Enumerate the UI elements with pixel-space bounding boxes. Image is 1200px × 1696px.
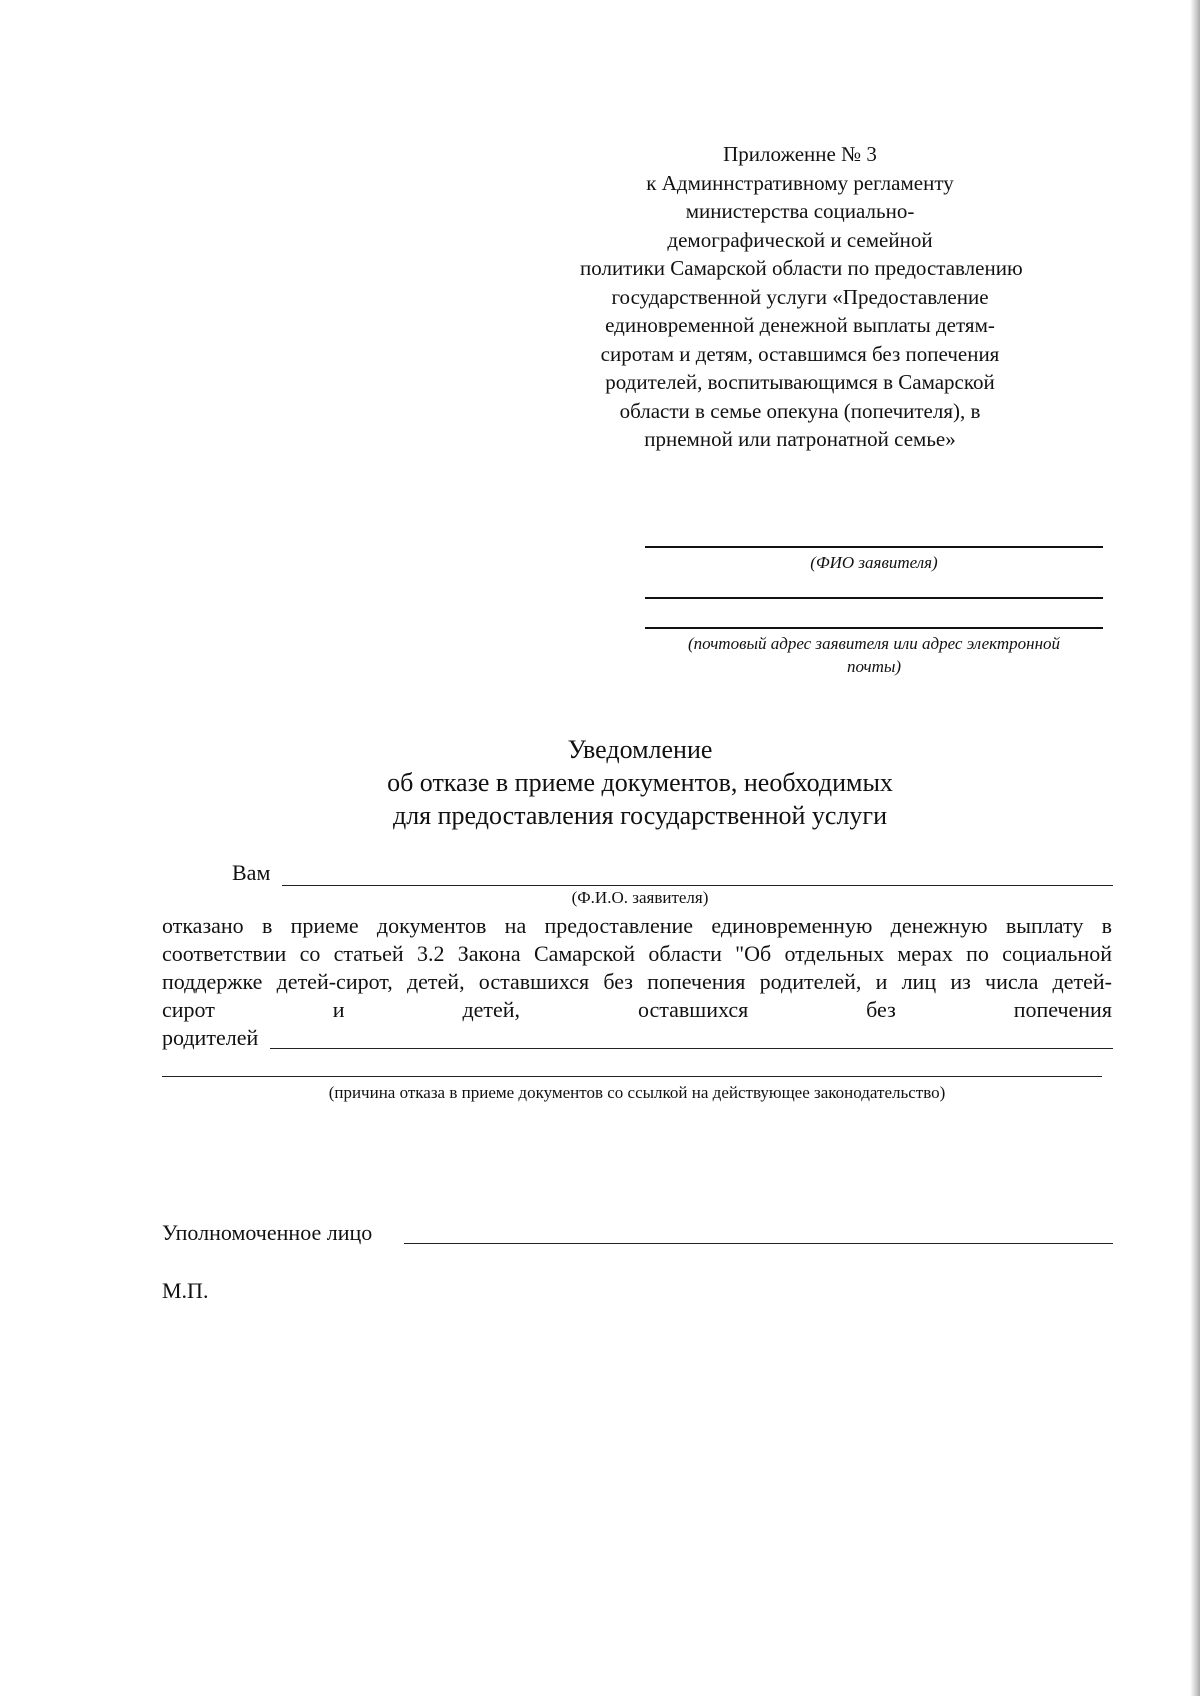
- recipient-name-line[interactable]: [282, 885, 1113, 886]
- applicant-address-caption-2: почты): [846, 657, 902, 676]
- authorized-person-line[interactable]: [404, 1243, 1113, 1244]
- appendix-line: к Админнстративному регламенту: [646, 170, 954, 195]
- appendix-line: родителей, воспитывающимся в Самарской: [605, 370, 995, 394]
- appendix-line: сиротам и детям, оставшимся без попечения: [600, 341, 1000, 366]
- applicant-name-line[interactable]: [645, 546, 1103, 548]
- authorized-person-label: Уполномоченное лицо: [162, 1220, 373, 1245]
- appendix-header: [580, 140, 1023, 454]
- notice-title: [280, 733, 1000, 832]
- applicant-address-line-1[interactable]: [645, 597, 1103, 599]
- applicant-address-line-2[interactable]: [645, 627, 1103, 629]
- appendix-line: политики Самарской области по предоставлению: [580, 256, 1023, 280]
- appendix-line: Приложенне № 3: [723, 142, 877, 166]
- applicant-address-caption-1: (почтовый адрес заявителя или адрес электронной: [687, 634, 1061, 653]
- vam-label: Вам: [232, 860, 271, 885]
- appendix-line: министерства социально-: [685, 199, 915, 223]
- title-line: для предоставления государственной услуги: [392, 801, 888, 830]
- appendix-line: области в семье опекуна (попечителя), в: [619, 398, 981, 423]
- scan-edge-shadow: [1190, 0, 1200, 1696]
- reason-line-2[interactable]: [162, 1076, 1102, 1077]
- body-line: поддержке детей-сирот, детей, оставшихся без попечения родителей, и лиц из числа детей-: [162, 969, 1112, 994]
- body-line-spread: сирот и детей, оставшихся без попечения: [162, 997, 1112, 1022]
- stamp-label: М.П.: [162, 1278, 209, 1303]
- title-line: Уведомление: [567, 735, 713, 764]
- refusal-paragraph: [162, 912, 1112, 1052]
- appendix-line: прнемной или патронатной семье»: [644, 427, 956, 451]
- appendix-line: демографической и семейной: [667, 227, 933, 252]
- body-line: отказано в приеме документов на предоставление единовременную денежную выплату в: [162, 913, 1112, 938]
- recipient-name-caption: (Ф.И.О. заявителя): [571, 888, 709, 907]
- appendix-line: государственной услуги «Предоставление: [611, 284, 989, 309]
- appendix-line: единовременной денежной выплаты детям-: [605, 313, 995, 337]
- applicant-name-caption: (ФИО заявителя): [810, 553, 938, 572]
- reason-line-1[interactable]: [270, 1048, 1113, 1049]
- title-line: об отказе в приеме документов, необходимых: [387, 768, 893, 797]
- body-line: родителей: [162, 1025, 259, 1050]
- reason-caption: (причина отказа в приеме документов со ссылкой на действующее законодательство): [328, 1083, 946, 1102]
- body-line: соответствии со статьей 3.2 Закона Самарской области "Об отдельных мерах по социальной: [162, 941, 1112, 966]
